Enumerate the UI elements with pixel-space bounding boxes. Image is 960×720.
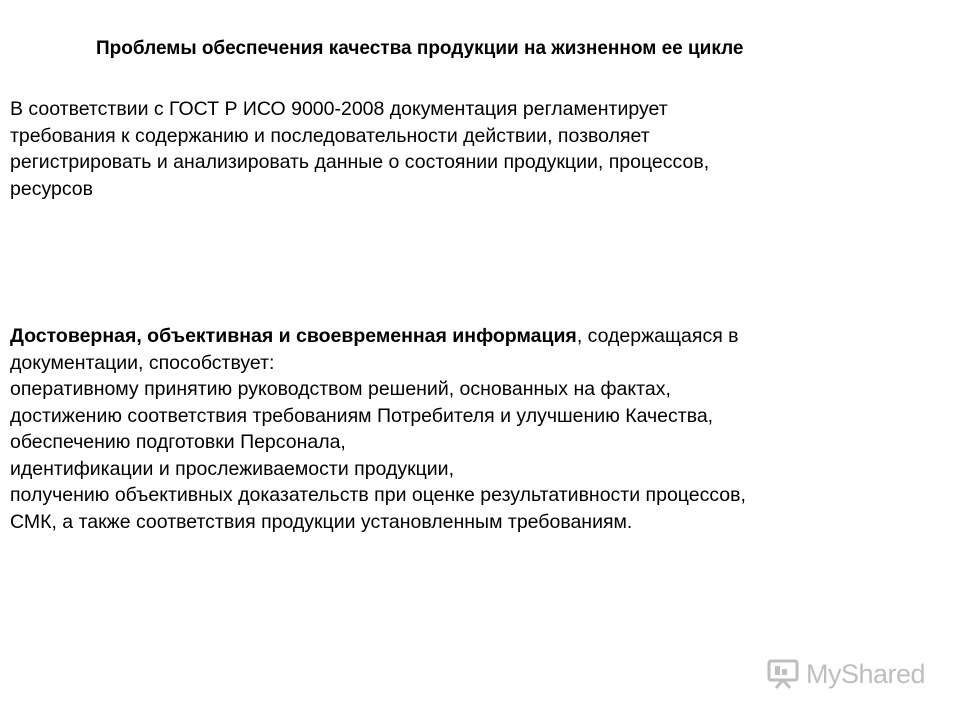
paragraph-line: регистрировать и анализировать данные о состоянии продукции, процессов, — [10, 151, 710, 173]
paragraph-line: идентификации и прослеживаемости продукции, — [10, 457, 454, 480]
paragraph-line: В соответствии с ГОСТ Р ИСО 9000-2008 документация регламентирует — [10, 98, 668, 120]
paragraph-line: СМК, а также соответствия продукции установленным требованиям. — [10, 510, 633, 533]
slide-title: Проблемы обеспечения качества продукции на жизненном ее цикле — [96, 38, 744, 59]
myshared-watermark — [766, 654, 925, 694]
paragraph-line: обеспечению подготовки Персонала, — [10, 431, 346, 453]
paragraph-lead-line — [10, 323, 945, 350]
paragraph-line: получению объективных доказательств при оценке результативности процессов, — [10, 484, 746, 506]
watermark-text: MyShared — [806, 658, 926, 689]
paragraph-line: достижению соответствия требованиям Потребителя и улучшению Качества, — [10, 404, 714, 427]
presentation-board-icon — [766, 657, 800, 691]
lead-rest-text: , содержащаяся в — [576, 325, 739, 347]
paragraph-line: документации, способствует: — [10, 351, 275, 374]
gost-paragraph — [10, 96, 945, 202]
paragraph-line: оперативному принятию руководством решений, основанных на фактах, — [10, 378, 671, 400]
paragraph-line: ресурсов — [10, 177, 93, 200]
paragraph-line: требования к содержанию и последовательности действии, позволяет — [10, 124, 650, 147]
information-paragraph — [10, 323, 945, 535]
bold-lead-text: Достоверная, объективная и своевременная информация — [10, 325, 577, 347]
